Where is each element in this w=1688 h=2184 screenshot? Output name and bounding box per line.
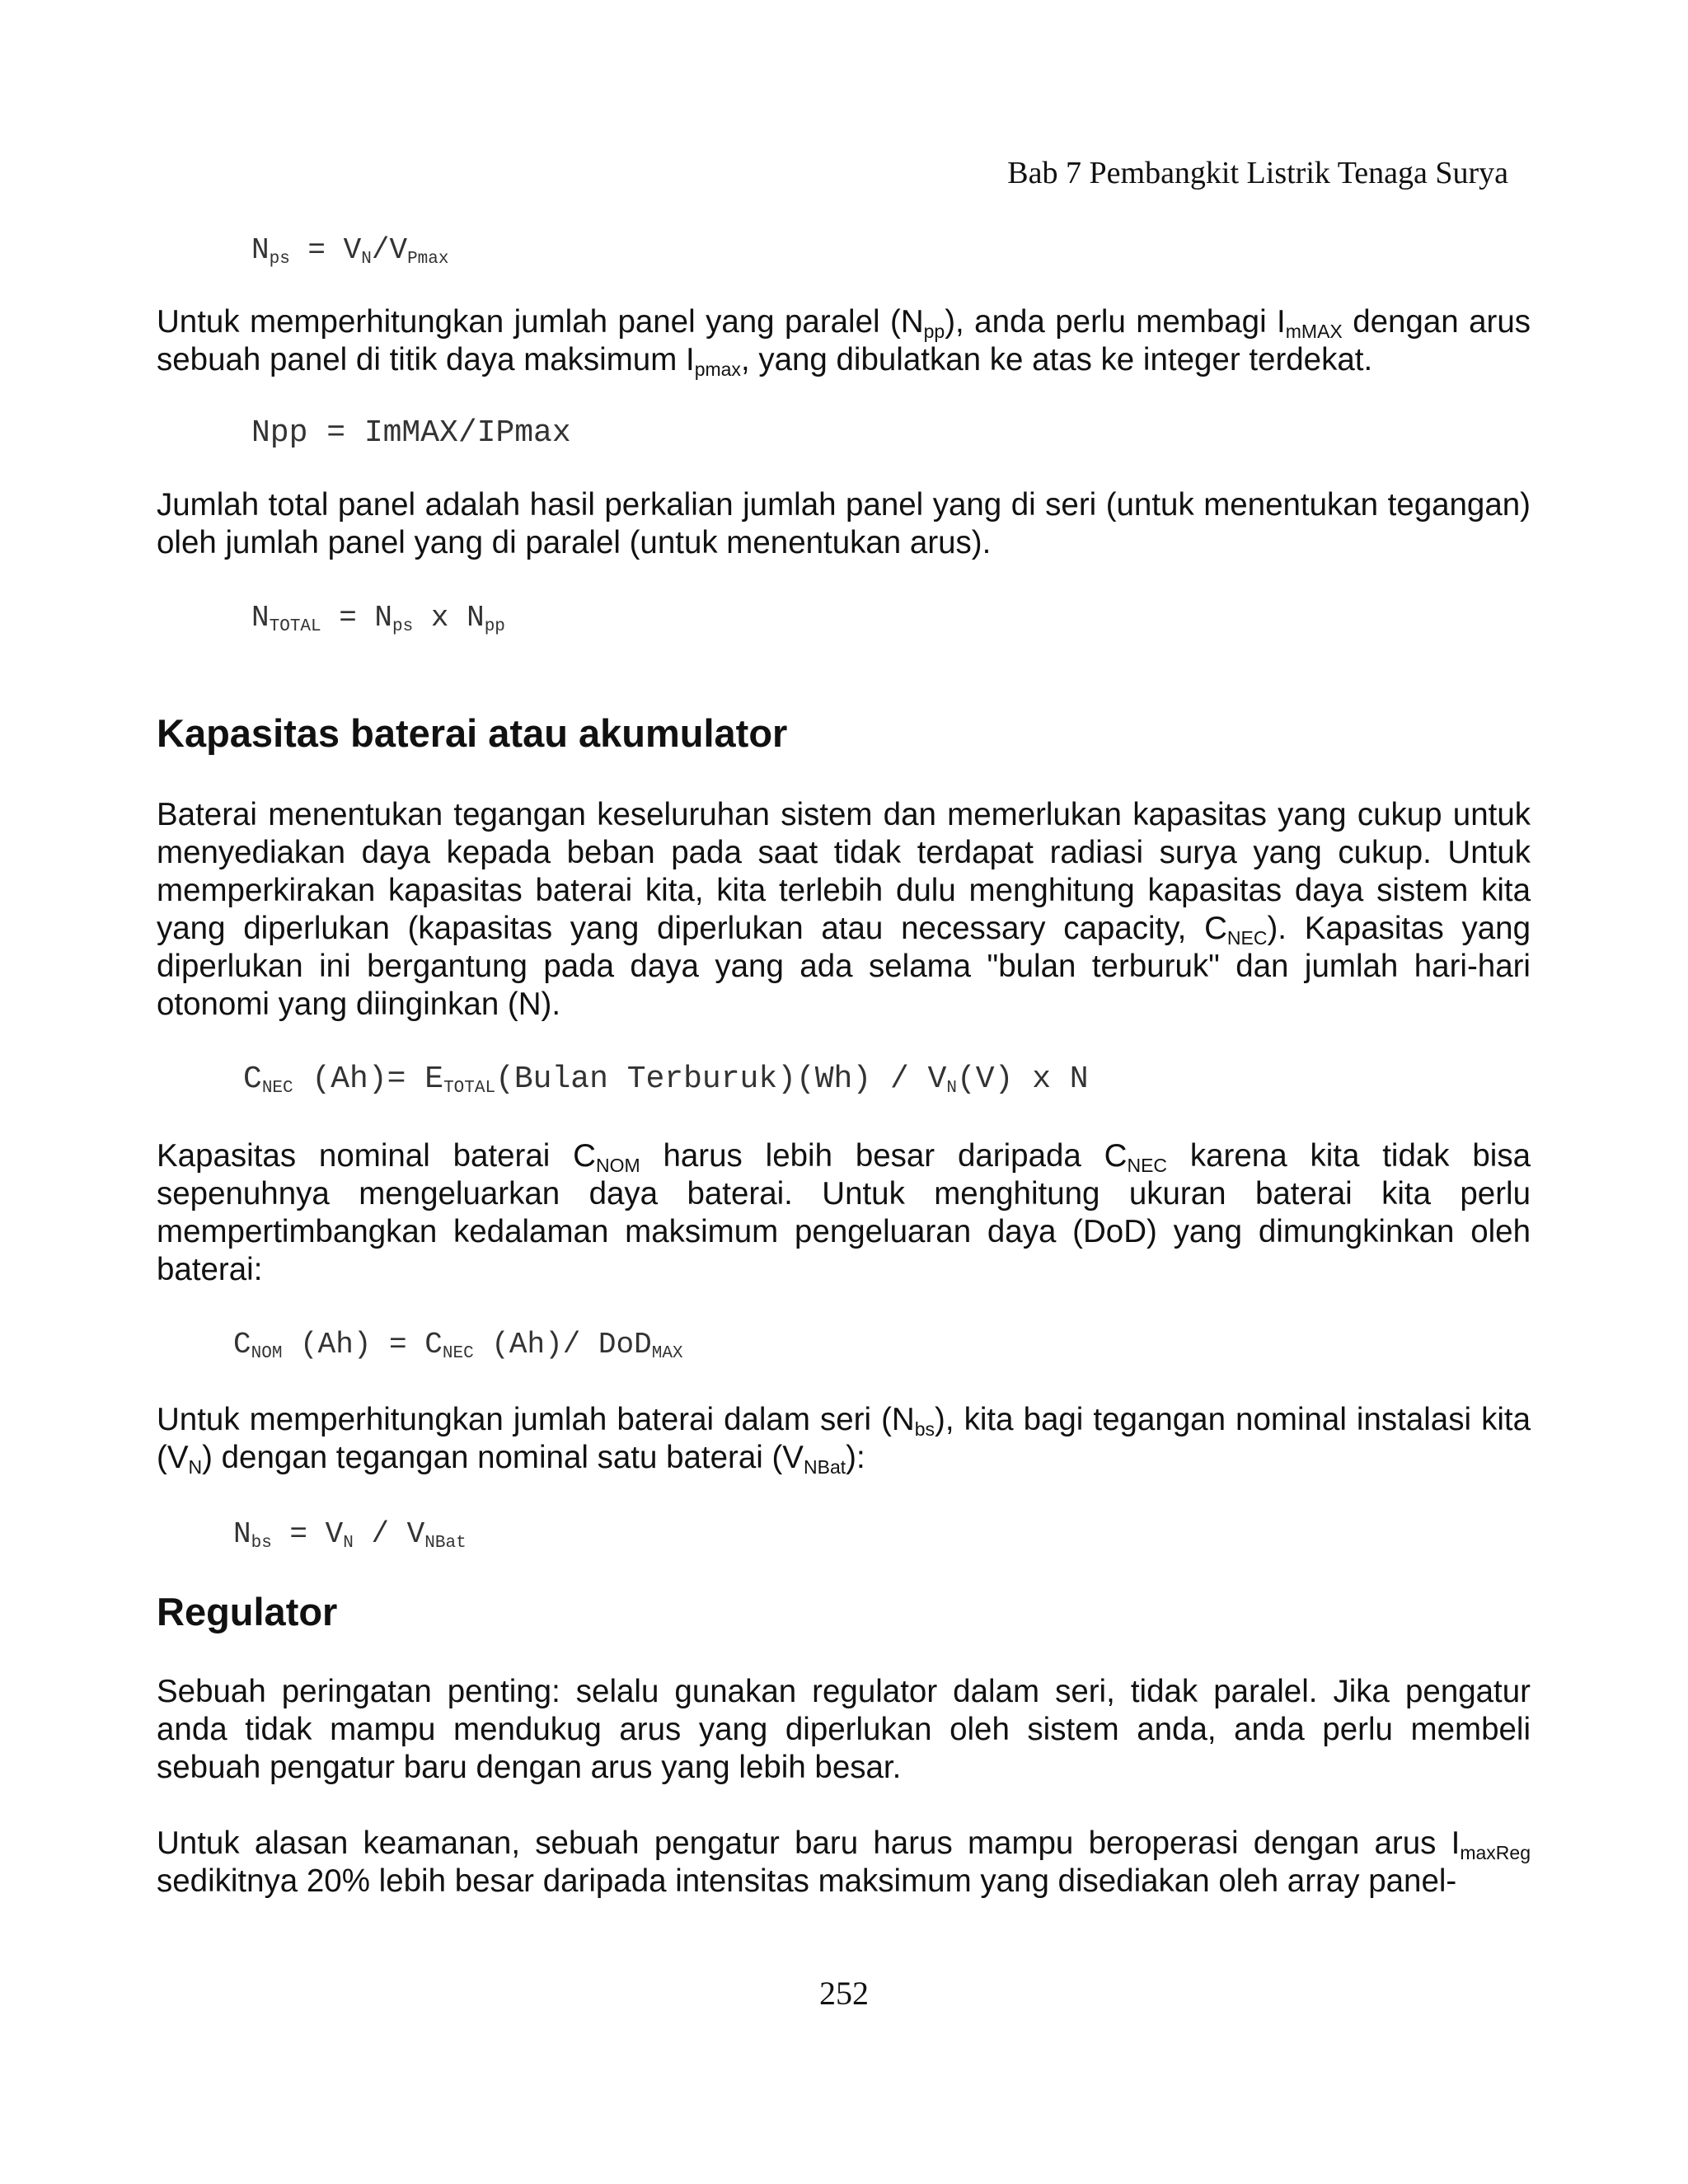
formula-cnec xyxy=(243,1062,1089,1098)
text-run: ): xyxy=(846,1440,865,1475)
text-subscript: pp xyxy=(923,321,945,342)
formula-part: /V xyxy=(371,233,408,267)
formula-subscript: NEC xyxy=(442,1344,474,1363)
formula-subscript: ps xyxy=(269,250,290,269)
text-subscript: NOM xyxy=(595,1155,640,1176)
text-run: Untuk alasan keamanan, sebuah pengatur baru harus mampu beroperasi dengan arus I xyxy=(157,1825,1461,1861)
formula-part: = N xyxy=(321,601,393,635)
text-run: Baterai menentukan tegangan keseluruhan sistem dan memerlukan kapasitas yang cukup untuk menyediakan daya kepada beban pada saat tidak terdapat radiasi surya yang cukup. Untuk memperkirakan kapasitas baterai kita, kita terlebih dulu menghitung kapasitas daya sistem kita yang diperlukan (kapasitas yang diperlukan atau necessary capacity, C xyxy=(157,797,1531,946)
paragraph-battery-capacity xyxy=(157,796,1531,1024)
section-heading-battery: Kapasitas baterai atau akumulator xyxy=(157,711,788,755)
text-run: dengan arus sebuah panel di titik daya maksimum I xyxy=(157,304,1531,377)
formula-subscript: MAX xyxy=(651,1344,683,1363)
text-run: ). Kapasitas yang diperlukan ini bergantung pada daya yang ada selama "bulan terburuk" dan jumlah hari-hari otonomi yang diinginkan (N). xyxy=(157,911,1531,1022)
text-subscript: NBat xyxy=(804,1456,846,1478)
formula-subscript: NOM xyxy=(251,1344,283,1363)
formula-subscript: TOTAL xyxy=(443,1079,496,1098)
formula-part: / V xyxy=(353,1517,425,1551)
text-run: ), kita bagi tegangan nominal instalasi kita (V xyxy=(157,1402,1531,1475)
formula-part: (V) x N xyxy=(956,1062,1089,1097)
formula-part: N xyxy=(251,233,270,267)
text-run: ) dengan tegangan nominal satu baterai (V xyxy=(202,1440,804,1475)
formula-subscript: bs xyxy=(251,1534,272,1553)
formula-subscript: TOTAL xyxy=(269,617,321,636)
running-header: Bab 7 Pembangkit Listrik Tenaga Surya xyxy=(1007,156,1508,190)
formula-part: N xyxy=(233,1517,251,1551)
formula-subscript: N xyxy=(343,1534,354,1553)
text-run: Untuk memperhitungkan jumlah baterai dalam seri (N xyxy=(157,1402,915,1437)
formula-part: = V xyxy=(289,233,362,267)
formula-subscript: NBat xyxy=(424,1534,467,1553)
formula-subscript: ps xyxy=(392,617,414,636)
formula-cnom xyxy=(233,1327,683,1363)
page-number: 252 xyxy=(819,1975,869,2012)
text-run: ), anda perlu membagi I xyxy=(945,304,1286,340)
text-subscript: pmax xyxy=(694,359,741,380)
formula-npp: Npp = ImMAX/IPmax xyxy=(251,415,571,451)
text-run: karena kita tidak bisa sepenuhnya mengeluarkan daya baterai. Untuk menghitung ukuran baterai kita perlu mempertimbangkan kedalaman maksimum pengeluaran daya (DoD) yang dimungkinkan oleh baterai: xyxy=(157,1138,1531,1287)
text-run: , yang dibulatkan ke atas ke integer terdekat. xyxy=(740,342,1373,377)
formula-part: x N xyxy=(413,601,485,635)
paragraph-total-panels: Jumlah total panel adalah hasil perkalian jumlah panel yang di seri (untuk menentukan tegangan) oleh jumlah panel yang di paralel (untuk menentukan arus). xyxy=(157,487,1531,560)
text-subscript: maxReg xyxy=(1460,1842,1531,1863)
formula-part: C xyxy=(243,1062,262,1097)
formula-part: (Ah)/ DoD xyxy=(473,1328,652,1361)
text-run: sedikitnya 20% lebih besar daripada intensitas maksimum yang disediakan oleh array panel- xyxy=(157,1863,1457,1899)
formula-part: (Ah)= E xyxy=(293,1062,444,1097)
paragraph-parallel-panels xyxy=(157,303,1531,379)
formula-part: (Ah) = C xyxy=(282,1328,443,1361)
formula-subscript: pp xyxy=(484,617,505,636)
text-run: harus lebih besar daripada C xyxy=(640,1138,1128,1174)
paragraph-regulator-safety xyxy=(157,1825,1531,1900)
formula-part: (Bulan Terburuk)(Wh) / V xyxy=(495,1062,947,1097)
formula-subscript: N xyxy=(946,1079,957,1098)
formula-subscript: Pmax xyxy=(407,250,449,269)
text-run: Untuk memperhitungkan jumlah panel yang paralel (N xyxy=(157,304,924,340)
text-subscript: N xyxy=(188,1456,203,1478)
formula-nbs xyxy=(233,1516,467,1553)
text-run: Kapasitas nominal baterai C xyxy=(157,1138,596,1174)
text-subscript: bs xyxy=(914,1418,935,1440)
formula-subscript: NEC xyxy=(261,1079,293,1098)
formula-ntotal xyxy=(251,600,505,636)
paragraph-nominal-capacity xyxy=(157,1137,1531,1289)
formula-part: = V xyxy=(271,1517,344,1551)
section-heading-regulator: Regulator xyxy=(157,1590,338,1633)
formula-nps xyxy=(251,232,449,269)
formula-part: N xyxy=(251,601,270,635)
text-subscript: NEC xyxy=(1226,927,1268,949)
text-subscript: NEC xyxy=(1127,1155,1168,1176)
paragraph-regulator-warning: Sebuah peringatan penting: selalu gunakan regulator dalam seri, tidak paralel. Jika pengatur anda tidak mampu mendukug arus yang diperlukan oleh sistem anda, anda perlu membeli sebuah pengatur baru dengan arus yang lebih besar. xyxy=(157,1674,1531,1785)
formula-subscript: N xyxy=(361,250,372,269)
text-subscript: mMAX xyxy=(1285,321,1343,342)
formula-part: C xyxy=(233,1328,251,1361)
paragraph-series-batteries xyxy=(157,1401,1531,1477)
